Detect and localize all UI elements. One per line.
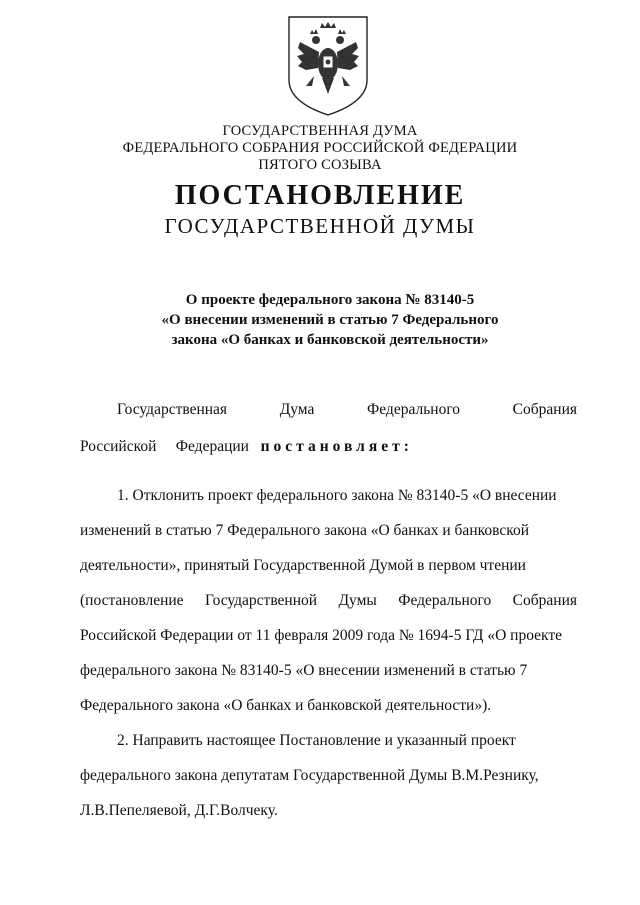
item1-line-1: 1. Отклонить проект федерального закона № 83140-5 «О внесении <box>117 487 557 504</box>
header-line-3: ПЯТОГО СОЗЫВА <box>258 157 382 173</box>
item1-line-7: Федерального закона «О банках и банковской деятельности»). <box>80 697 492 714</box>
item1-line-6: федерального закона № 83140-5 «О внесении изменений в статью 7 <box>80 662 528 679</box>
coat-of-arms-emblem <box>286 14 370 118</box>
subject-line-3: закона «О банках и банковской деятельности» <box>171 332 489 348</box>
preamble-word: Дума <box>279 401 315 418</box>
preamble-word: Собрания <box>512 401 577 418</box>
preamble-word: Федерации <box>175 438 249 455</box>
item1-line-5: Российской Федерации от 11 февраля 2009 года № 1694-5 ГД «О проекте <box>80 627 563 644</box>
document-type-title: ПОСТАНОВЛЕНИЕ <box>174 180 466 211</box>
item1-line-4 <box>80 592 577 610</box>
preamble-word: Государственная <box>117 401 228 418</box>
preamble-word: Федерального <box>367 401 461 418</box>
header-line-2: ФЕДЕРАЛЬНОГО СОБРАНИЯ РОССИЙСКОЙ ФЕДЕРАЦИИ <box>122 140 518 156</box>
preamble-word: Российской <box>80 438 157 455</box>
preamble-line-2 <box>80 438 413 456</box>
subject-line-1: О проекте федерального закона № 83140-5 <box>185 292 475 308</box>
header-line-1: ГОСУДАРСТВЕННАЯ ДУМА <box>222 123 418 139</box>
subject-line-2: «О внесении изменений в статью 7 Федерального <box>161 312 499 328</box>
item2-line-3: Л.В.Пепеляевой, Д.Г.Волчеку. <box>80 802 278 819</box>
item2-line-1: 2. Направить настоящее Постановление и указанный проект <box>117 732 516 749</box>
item1-word: Собрания <box>512 592 577 609</box>
item1-word: Государственной <box>204 592 318 609</box>
item1-word: (постановление <box>80 592 184 609</box>
item1-line-3: деятельности», принятый Государственной Думой в первом чтении <box>80 557 526 574</box>
resolves-keyword: постановляет: <box>260 438 413 455</box>
preamble-line-1 <box>117 401 577 419</box>
item1-word: Федерального <box>398 592 492 609</box>
document-issuer-subtitle: ГОСУДАРСТВЕННОЙ ДУМЫ <box>164 214 476 238</box>
item1-word: Думы <box>338 592 377 609</box>
item1-line-2: изменений в статью 7 Федерального закона «О банках и банковской <box>80 522 530 539</box>
item2-line-2: федерального закона депутатам Государственной Думы В.М.Резнику, <box>80 767 539 784</box>
